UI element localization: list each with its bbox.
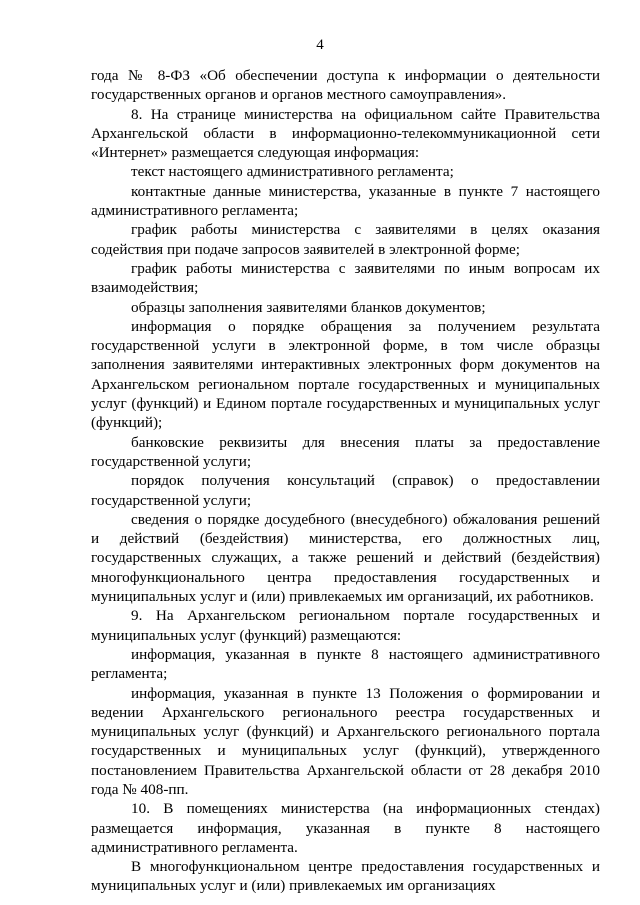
- paragraph: график работы министерства с заявителями по иным вопросам их взаимодействия;: [91, 259, 600, 297]
- paragraph: текст настоящего административного регламента;: [131, 163, 454, 181]
- paragraph: В многофункциональном центре предоставления государственных и муниципальных услуг и (или) привлекаемых им организациях: [91, 858, 600, 895]
- paragraph: сведения о порядке досудебного (внесудебного) обжалования решений и действий (бездействия) министерства, его должностных лиц, государственных служащих, а также решений и действий (бездействия) многофункционального центра предоставления государственных и муниципальных услуг и (или) привлекаемых им организаций, их работников.: [91, 510, 600, 606]
- page-number: 4: [316, 37, 324, 53]
- paragraph: контактные данные министерства, указанные в пункте 7 настоящего административного регламента;: [91, 182, 600, 220]
- paragraph: 9. На Архангельском региональном портале государственных и муниципальных услуг (функций) размещаются:: [91, 607, 600, 644]
- paragraph: года № 8-ФЗ «Об обеспечении доступа к информации о деятельности государственных органов и органов местного самоуправления».: [91, 67, 600, 104]
- paragraph: информация, указанная в пункте 13 Положения о формировании и ведении Архангельского регионального реестра государственных и муниципальных услуг (функций) и Архангельского регионального портала государственных и муниципальных услуг (функций), утвержденного постановлением Правительства Архангельской области от 28 декабря 2010 года № 408-пп.: [91, 684, 600, 798]
- body-text: [91, 66, 600, 896]
- paragraph: 8. На странице министерства на официальном сайте Правительства Архангельской области в информационно-телекоммуникационной сети «Интернет» размещается следующая информация:: [91, 105, 600, 162]
- paragraph: образцы заполнения заявителями бланков документов;: [131, 298, 486, 316]
- paragraph: банковские реквизиты для внесения платы за предоставление государственной услуги;: [91, 433, 600, 470]
- paragraph: 10. В помещениях министерства (на информационных стендах) размещается информация, указанная в пункте 8 настоящего административного регламента.: [91, 800, 600, 856]
- paragraph: информация о порядке обращения за получением результата государственной услуги в электронной форме, в том числе образцы заполнения заявителями интерактивных электронных форм документов на Архангельском региональном портале государственных и муниципальных услуг (функций) и Едином портале государственных и муниципальных услуг (функций);: [91, 317, 600, 432]
- paragraph: информация, указанная в пункте 8 настоящего административного регламента;: [91, 645, 600, 683]
- paragraph: порядок получения консультаций (справок) о предоставлении государственной услуги;: [91, 472, 600, 509]
- paragraph: график работы министерства с заявителями в целях оказания содействия при подаче запросов заявителей в электронной форме;: [91, 221, 600, 258]
